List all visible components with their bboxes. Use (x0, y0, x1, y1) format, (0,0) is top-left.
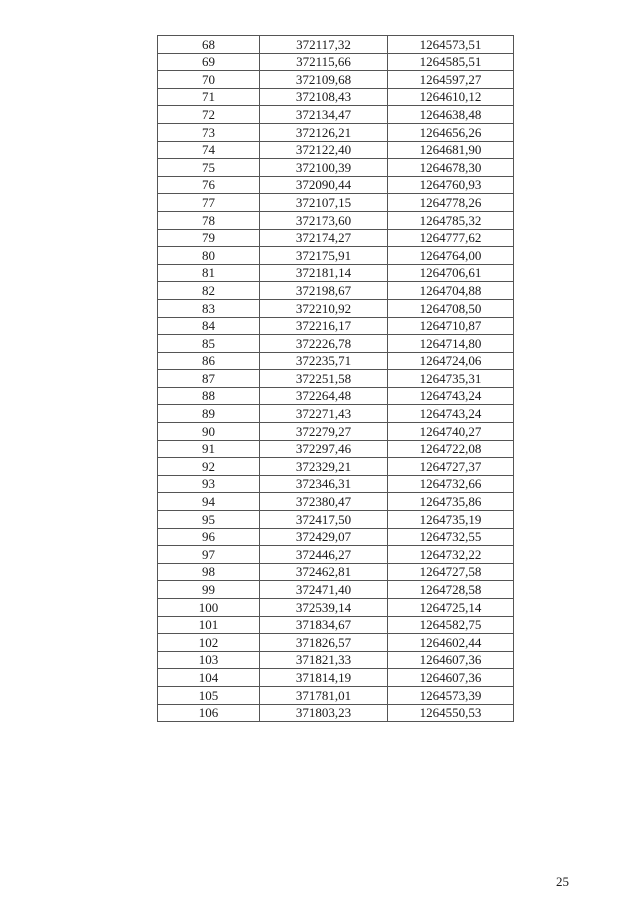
point-number-cell: 82 (158, 282, 260, 300)
x-coordinate-cell: 372090,44 (260, 176, 388, 194)
x-coordinate-cell: 372380,47 (260, 493, 388, 511)
x-coordinate-cell: 372210,92 (260, 299, 388, 317)
point-number-cell: 99 (158, 581, 260, 599)
x-coordinate-cell: 371803,23 (260, 704, 388, 722)
y-coordinate-cell: 1264727,37 (388, 458, 514, 476)
point-number-cell: 68 (158, 36, 260, 54)
x-coordinate-cell: 372346,31 (260, 475, 388, 493)
y-coordinate-cell: 1264778,26 (388, 194, 514, 212)
y-coordinate-cell: 1264597,27 (388, 71, 514, 89)
y-coordinate-cell: 1264678,30 (388, 159, 514, 177)
y-coordinate-cell: 1264708,50 (388, 299, 514, 317)
y-coordinate-cell: 1264725,14 (388, 599, 514, 617)
x-coordinate-cell: 372115,66 (260, 53, 388, 71)
y-coordinate-cell: 1264777,62 (388, 229, 514, 247)
point-number-cell: 100 (158, 599, 260, 617)
table-row (158, 669, 514, 687)
point-number-cell: 97 (158, 546, 260, 564)
x-coordinate-cell: 372122,40 (260, 141, 388, 159)
x-coordinate-cell: 372271,43 (260, 405, 388, 423)
x-coordinate-cell: 372108,43 (260, 88, 388, 106)
x-coordinate-cell: 372297,46 (260, 440, 388, 458)
x-coordinate-cell: 372226,78 (260, 335, 388, 353)
table-row (158, 546, 514, 564)
table-row (158, 194, 514, 212)
table-row (158, 599, 514, 617)
point-number-cell: 85 (158, 335, 260, 353)
y-coordinate-cell: 1264764,00 (388, 247, 514, 265)
point-number-cell: 75 (158, 159, 260, 177)
table-row (158, 387, 514, 405)
point-number-cell: 79 (158, 229, 260, 247)
table-row (158, 247, 514, 265)
x-coordinate-cell: 372173,60 (260, 211, 388, 229)
y-coordinate-cell: 1264638,48 (388, 106, 514, 124)
point-number-cell: 76 (158, 176, 260, 194)
table-row (158, 211, 514, 229)
table-row (158, 405, 514, 423)
point-number-cell: 102 (158, 634, 260, 652)
y-coordinate-cell: 1264727,58 (388, 563, 514, 581)
table-row (158, 686, 514, 704)
table-row (158, 352, 514, 370)
y-coordinate-cell: 1264735,31 (388, 370, 514, 388)
x-coordinate-cell: 372198,67 (260, 282, 388, 300)
x-coordinate-cell: 372174,27 (260, 229, 388, 247)
y-coordinate-cell: 1264573,39 (388, 686, 514, 704)
x-coordinate-cell: 372117,32 (260, 36, 388, 54)
point-number-cell: 105 (158, 686, 260, 704)
y-coordinate-cell: 1264602,44 (388, 634, 514, 652)
table-row (158, 563, 514, 581)
x-coordinate-cell: 372134,47 (260, 106, 388, 124)
y-coordinate-cell: 1264732,22 (388, 546, 514, 564)
x-coordinate-cell: 372446,27 (260, 546, 388, 564)
y-coordinate-cell: 1264735,19 (388, 511, 514, 529)
coordinates-table-body (158, 36, 514, 722)
point-number-cell: 94 (158, 493, 260, 511)
x-coordinate-cell: 372417,50 (260, 511, 388, 529)
point-number-cell: 74 (158, 141, 260, 159)
table-row (158, 123, 514, 141)
point-number-cell: 83 (158, 299, 260, 317)
point-number-cell: 93 (158, 475, 260, 493)
x-coordinate-cell: 372329,21 (260, 458, 388, 476)
point-number-cell: 72 (158, 106, 260, 124)
table-row (158, 528, 514, 546)
table-row (158, 423, 514, 441)
table-row (158, 634, 514, 652)
y-coordinate-cell: 1264704,88 (388, 282, 514, 300)
point-number-cell: 86 (158, 352, 260, 370)
point-number-cell: 101 (158, 616, 260, 634)
point-number-cell: 70 (158, 71, 260, 89)
x-coordinate-cell: 371826,57 (260, 634, 388, 652)
x-coordinate-cell: 372107,15 (260, 194, 388, 212)
table-row (158, 264, 514, 282)
y-coordinate-cell: 1264585,51 (388, 53, 514, 71)
y-coordinate-cell: 1264728,58 (388, 581, 514, 599)
table-row (158, 159, 514, 177)
point-number-cell: 78 (158, 211, 260, 229)
x-coordinate-cell: 371834,67 (260, 616, 388, 634)
point-number-cell: 96 (158, 528, 260, 546)
x-coordinate-cell: 372539,14 (260, 599, 388, 617)
x-coordinate-cell: 372126,21 (260, 123, 388, 141)
point-number-cell: 80 (158, 247, 260, 265)
table-row (158, 335, 514, 353)
table-row (158, 106, 514, 124)
point-number-cell: 104 (158, 669, 260, 687)
point-number-cell: 90 (158, 423, 260, 441)
table-row (158, 651, 514, 669)
table-row (158, 88, 514, 106)
x-coordinate-cell: 371781,01 (260, 686, 388, 704)
table-row (158, 53, 514, 71)
table-row (158, 71, 514, 89)
x-coordinate-cell: 372462,81 (260, 563, 388, 581)
y-coordinate-cell: 1264550,53 (388, 704, 514, 722)
y-coordinate-cell: 1264743,24 (388, 405, 514, 423)
table-row (158, 176, 514, 194)
y-coordinate-cell: 1264732,55 (388, 528, 514, 546)
point-number-cell: 98 (158, 563, 260, 581)
point-number-cell: 88 (158, 387, 260, 405)
y-coordinate-cell: 1264706,61 (388, 264, 514, 282)
point-number-cell: 81 (158, 264, 260, 282)
table-row (158, 299, 514, 317)
table-row (158, 511, 514, 529)
point-number-cell: 89 (158, 405, 260, 423)
y-coordinate-cell: 1264656,26 (388, 123, 514, 141)
x-coordinate-cell: 372109,68 (260, 71, 388, 89)
x-coordinate-cell: 372279,27 (260, 423, 388, 441)
table-row (158, 36, 514, 54)
y-coordinate-cell: 1264607,36 (388, 669, 514, 687)
y-coordinate-cell: 1264582,75 (388, 616, 514, 634)
y-coordinate-cell: 1264785,32 (388, 211, 514, 229)
y-coordinate-cell: 1264735,86 (388, 493, 514, 511)
page-number: 25 (556, 874, 569, 889)
table-row (158, 581, 514, 599)
x-coordinate-cell: 371814,19 (260, 669, 388, 687)
y-coordinate-cell: 1264732,66 (388, 475, 514, 493)
x-coordinate-cell: 372216,17 (260, 317, 388, 335)
point-number-cell: 106 (158, 704, 260, 722)
point-number-cell: 91 (158, 440, 260, 458)
x-coordinate-cell: 372235,71 (260, 352, 388, 370)
table-row (158, 440, 514, 458)
point-number-cell: 77 (158, 194, 260, 212)
x-coordinate-cell: 372429,07 (260, 528, 388, 546)
table-row (158, 282, 514, 300)
y-coordinate-cell: 1264710,87 (388, 317, 514, 335)
table-row (158, 475, 514, 493)
table-row (158, 229, 514, 247)
table-row (158, 458, 514, 476)
point-number-cell: 103 (158, 651, 260, 669)
y-coordinate-cell: 1264714,80 (388, 335, 514, 353)
table-row (158, 616, 514, 634)
table-row (158, 704, 514, 722)
x-coordinate-cell: 372100,39 (260, 159, 388, 177)
y-coordinate-cell: 1264743,24 (388, 387, 514, 405)
x-coordinate-cell: 372251,58 (260, 370, 388, 388)
y-coordinate-cell: 1264681,90 (388, 141, 514, 159)
y-coordinate-cell: 1264607,36 (388, 651, 514, 669)
point-number-cell: 92 (158, 458, 260, 476)
y-coordinate-cell: 1264760,93 (388, 176, 514, 194)
x-coordinate-cell: 372264,48 (260, 387, 388, 405)
y-coordinate-cell: 1264610,12 (388, 88, 514, 106)
x-coordinate-cell: 371821,33 (260, 651, 388, 669)
table-row (158, 141, 514, 159)
y-coordinate-cell: 1264724,06 (388, 352, 514, 370)
point-number-cell: 73 (158, 123, 260, 141)
y-coordinate-cell: 1264722,08 (388, 440, 514, 458)
coordinates-table (157, 35, 514, 722)
point-number-cell: 87 (158, 370, 260, 388)
y-coordinate-cell: 1264573,51 (388, 36, 514, 54)
table-row (158, 317, 514, 335)
table-row (158, 370, 514, 388)
y-coordinate-cell: 1264740,27 (388, 423, 514, 441)
point-number-cell: 95 (158, 511, 260, 529)
table-row (158, 493, 514, 511)
point-number-cell: 71 (158, 88, 260, 106)
x-coordinate-cell: 372175,91 (260, 247, 388, 265)
point-number-cell: 84 (158, 317, 260, 335)
x-coordinate-cell: 372181,14 (260, 264, 388, 282)
x-coordinate-cell: 372471,40 (260, 581, 388, 599)
point-number-cell: 69 (158, 53, 260, 71)
